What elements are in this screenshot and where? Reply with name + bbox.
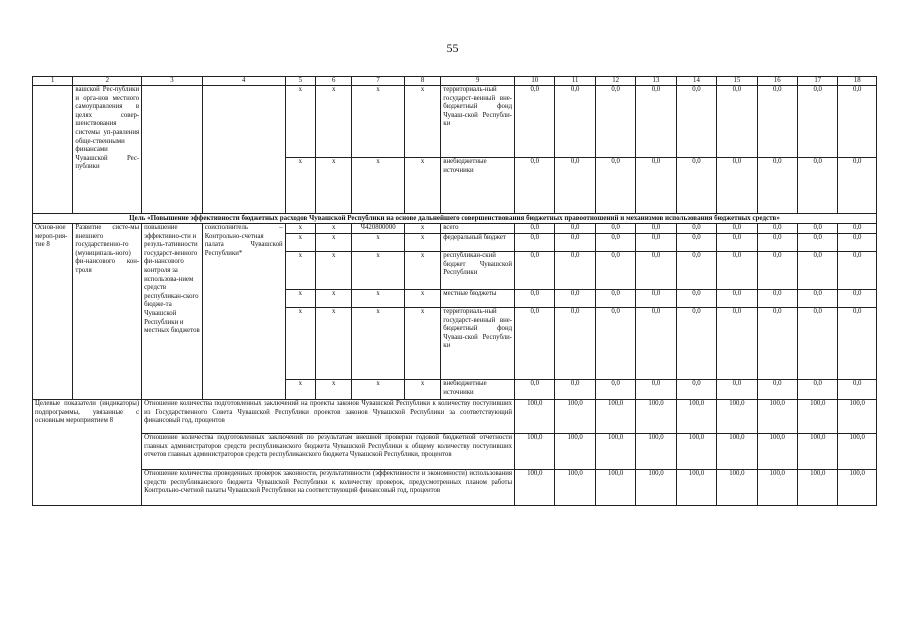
indicator-value: 100,0: [838, 434, 877, 470]
code-cell: x: [285, 380, 315, 400]
code-cell: x: [352, 380, 405, 400]
value-cell: 0,0: [757, 290, 797, 308]
value-cell: 0,0: [515, 252, 555, 290]
value-cell: 0,0: [757, 224, 797, 234]
value-cell: 0,0: [838, 86, 877, 158]
code-cell: x: [315, 158, 351, 214]
indicator-text: Отношение количества проведенных проверок законности, результативности (эффективности и экономности) использования средств республиканского бюджета Чувашской Республики к количеству проверок, предусмотренных планом работы Контрольно-счетной палаты Чувашской Республики на соответствующий финансовый год, процентов: [142, 470, 515, 506]
value-cell: 0,0: [636, 380, 676, 400]
table-row: [33, 224, 877, 234]
code-cell: x: [315, 224, 351, 234]
code-cell: x: [315, 252, 351, 290]
code-cell: x: [285, 290, 315, 308]
indicator-text: Отношение количества подготовленных заключений на проекты законов Чувашской Республики к количеству поступивших из Государственного Совета Чувашской Республики проектов законов Чувашской Республики за соответствующий финансовый год, процентов: [142, 400, 515, 434]
source-cell: федеральный бюджет: [441, 234, 515, 252]
value-cell: 0,0: [757, 158, 797, 214]
code-cell: x: [404, 308, 440, 380]
indicator-value: 100,0: [595, 470, 635, 506]
source-cell: всего: [441, 224, 515, 234]
goal-heading: Цель «Повышение эффективности бюджетных расходов Чувашской Республики на основе дальнейшего совершенствования бюджетных правоотношений и механизмов использования бюджетных средств»: [33, 214, 877, 224]
value-cell: 0,0: [555, 308, 595, 380]
indicator-value: 100,0: [515, 434, 555, 470]
value-cell: 0,0: [717, 224, 757, 234]
header-cell-9: 9: [441, 77, 515, 86]
value-cell: 0,0: [515, 234, 555, 252]
indicator-value: 100,0: [717, 434, 757, 470]
indicator-value: 100,0: [798, 470, 838, 506]
value-cell: 0,0: [676, 308, 716, 380]
code-cell: x: [315, 86, 351, 158]
code-cell: x: [285, 234, 315, 252]
col1-cell: [33, 86, 73, 214]
program-table: [32, 76, 877, 506]
value-cell: 0,0: [555, 86, 595, 158]
value-cell: 0,0: [636, 158, 676, 214]
indicator-value: 100,0: [595, 400, 635, 434]
value-cell: 0,0: [717, 86, 757, 158]
value-cell: 0,0: [717, 380, 757, 400]
value-cell: 0,0: [515, 224, 555, 234]
indicator-value: 100,0: [555, 400, 595, 434]
header-cell-16: 16: [757, 77, 797, 86]
header-cell-2: 2: [73, 77, 142, 86]
indicator-value: 100,0: [757, 470, 797, 506]
indicator-value: 100,0: [595, 434, 635, 470]
value-cell: 0,0: [717, 158, 757, 214]
indicator-value: 100,0: [555, 470, 595, 506]
code-cell: x: [315, 234, 351, 252]
indicator-value: 100,0: [838, 400, 877, 434]
value-cell: 0,0: [636, 290, 676, 308]
code-cell: x: [404, 234, 440, 252]
executor: соисполнитель – Контрольно-счетная палата Чувашской Республики*: [202, 224, 285, 400]
indicator-value: 100,0: [676, 434, 716, 470]
header-cell-18: 18: [838, 77, 877, 86]
value-cell: 0,0: [757, 380, 797, 400]
action-cell: вашской Рес-публики и орга-нов местного самоуправления в целях совер-шенствования системы уп-равления обще-ственными финансами Чувашской Рес-публики: [73, 86, 142, 214]
source-cell: внебюджетные источники: [441, 380, 515, 400]
value-cell: 0,0: [838, 234, 877, 252]
header-cell-14: 14: [676, 77, 716, 86]
value-cell: 0,0: [676, 86, 716, 158]
value-cell: 0,0: [676, 380, 716, 400]
header-cell-7: 7: [352, 77, 405, 86]
indicator-value: 100,0: [798, 400, 838, 434]
source-cell: местные бюджеты: [441, 290, 515, 308]
value-cell: 0,0: [515, 290, 555, 308]
value-cell: 0,0: [555, 158, 595, 214]
value-cell: 0,0: [595, 224, 635, 234]
value-cell: 0,0: [636, 234, 676, 252]
value-cell: 0,0: [515, 308, 555, 380]
code-cell: x: [315, 380, 351, 400]
value-cell: 0,0: [757, 252, 797, 290]
value-cell: 0,0: [838, 290, 877, 308]
value-cell: 0,0: [555, 290, 595, 308]
indicator-value: 100,0: [838, 470, 877, 506]
header-cell-4: 4: [202, 77, 285, 86]
indicator-value: 100,0: [636, 470, 676, 506]
goal-row: [33, 214, 877, 224]
code-cell: x: [285, 308, 315, 380]
source-cell: внебюджетные источники: [441, 158, 515, 214]
header-cell-5: 5: [285, 77, 315, 86]
header-cell-10: 10: [515, 77, 555, 86]
value-cell: 0,0: [555, 224, 595, 234]
code-cell: x: [352, 290, 405, 308]
header-cell-6: 6: [315, 77, 351, 86]
value-cell: 0,0: [515, 380, 555, 400]
value-cell: 0,0: [636, 252, 676, 290]
value-cell: 0,0: [717, 252, 757, 290]
header-cell-3: 3: [142, 77, 203, 86]
value-cell: 0,0: [798, 86, 838, 158]
value-cell: 0,0: [798, 290, 838, 308]
indicator-value: 100,0: [515, 470, 555, 506]
page-number: 55: [446, 41, 459, 55]
code-cell: x: [404, 380, 440, 400]
code-cell: x: [352, 86, 405, 158]
header-cell-8: 8: [404, 77, 440, 86]
code-cell: x: [404, 252, 440, 290]
table-row: [33, 86, 877, 158]
code-cell: x: [404, 158, 440, 214]
source-cell: республикан-ский бюджет Чувашской Республики: [441, 252, 515, 290]
value-cell: 0,0: [515, 158, 555, 214]
value-cell: 0,0: [838, 380, 877, 400]
value-cell: 0,0: [757, 308, 797, 380]
value-cell: 0,0: [595, 86, 635, 158]
value-cell: 0,0: [798, 380, 838, 400]
indicator-value: 100,0: [515, 400, 555, 434]
value-cell: 0,0: [798, 158, 838, 214]
value-cell: 0,0: [636, 308, 676, 380]
value-cell: 0,0: [595, 234, 635, 252]
header-row: [33, 77, 877, 86]
indicator-value: 100,0: [676, 470, 716, 506]
code-cell: x: [352, 158, 405, 214]
code-cell: x: [315, 308, 351, 380]
header-cell-15: 15: [717, 77, 757, 86]
value-cell: 0,0: [717, 234, 757, 252]
col4-cell: [202, 86, 285, 214]
expected-result: повышение эффективно-сти и резуль-тативности государст-венного фи-нансового контроля за использова-нием средств республикан-ского бюдже-та Чувашской Республики и местных бюджетов: [142, 224, 203, 400]
value-cell: 0,0: [676, 252, 716, 290]
value-cell: 0,0: [595, 380, 635, 400]
indicator-value: 100,0: [636, 400, 676, 434]
indicator-value: 100,0: [717, 400, 757, 434]
value-cell: 0,0: [595, 308, 635, 380]
indicator-row: [33, 400, 877, 434]
value-cell: 0,0: [798, 234, 838, 252]
value-cell: 0,0: [798, 308, 838, 380]
header-cell-12: 12: [595, 77, 635, 86]
value-cell: 0,0: [757, 234, 797, 252]
indicator-value: 100,0: [717, 470, 757, 506]
value-cell: 0,0: [676, 224, 716, 234]
header-cell-1: 1: [33, 77, 73, 86]
indicator-value: 100,0: [757, 400, 797, 434]
indicator-row: [33, 434, 877, 470]
value-cell: 0,0: [595, 252, 635, 290]
header-cell-13: 13: [636, 77, 676, 86]
source-cell: территориаль-ный государст-венный вне-бюджетный фонд Чуваш-ской Республи-ки: [441, 308, 515, 380]
header-cell-17: 17: [798, 77, 838, 86]
value-cell: 0,0: [555, 252, 595, 290]
code-cell: x: [315, 290, 351, 308]
indicator-value: 100,0: [757, 434, 797, 470]
value-cell: 0,0: [757, 86, 797, 158]
value-cell: 0,0: [676, 158, 716, 214]
code-cell: x: [404, 290, 440, 308]
indicator-row: [33, 470, 877, 506]
measure-name: Развитие систе-мы внешнего государственно-го (муниципаль-ного) фи-нансового кон-троля: [73, 224, 142, 400]
code-cell: x: [285, 86, 315, 158]
value-cell: 0,0: [717, 308, 757, 380]
value-cell: 0,0: [595, 158, 635, 214]
value-cell: 0,0: [555, 380, 595, 400]
code-cell: x: [285, 252, 315, 290]
indicator-value: 100,0: [676, 400, 716, 434]
code-cell: Ч420800000: [352, 224, 405, 234]
indicator-value: 100,0: [636, 434, 676, 470]
code-cell: x: [285, 158, 315, 214]
value-cell: 0,0: [838, 158, 877, 214]
code-cell: x: [285, 224, 315, 234]
indicator-value: 100,0: [798, 434, 838, 470]
value-cell: 0,0: [798, 224, 838, 234]
indicator-text: Отношение количества подготовленных заключений по результатам внешней проверки годовой бюджетной отчетности главных администраторов средств республиканского бюджета Чувашской Республики к общему количеству поступивших отчетов главных администраторов средств республиканского бюджета Чувашской Республики, процентов: [142, 434, 515, 470]
code-cell: x: [404, 224, 440, 234]
value-cell: 0,0: [595, 290, 635, 308]
code-cell: x: [352, 252, 405, 290]
value-cell: 0,0: [676, 290, 716, 308]
indicators-label: Целевые показатели (индикаторы) подпрограммы, увязанные с основным мероприятием 8: [33, 400, 142, 506]
value-cell: 0,0: [717, 290, 757, 308]
header-cell-11: 11: [555, 77, 595, 86]
value-cell: 0,0: [676, 234, 716, 252]
value-cell: 0,0: [636, 86, 676, 158]
value-cell: 0,0: [555, 234, 595, 252]
source-cell: территориаль-ный государст-венный вне-бюджетный фонд Чуваш-ской Республи-ки: [441, 86, 515, 158]
value-cell: 0,0: [838, 252, 877, 290]
value-cell: 0,0: [636, 224, 676, 234]
value-cell: 0,0: [515, 86, 555, 158]
value-cell: 0,0: [838, 308, 877, 380]
code-cell: x: [352, 308, 405, 380]
measure-number: Основ-ное мероп-рия-тие 8: [33, 224, 73, 400]
indicator-value: 100,0: [555, 434, 595, 470]
value-cell: 0,0: [798, 252, 838, 290]
code-cell: x: [352, 234, 405, 252]
code-cell: x: [404, 86, 440, 158]
value-cell: 0,0: [838, 224, 877, 234]
col3-cell: [142, 86, 203, 214]
